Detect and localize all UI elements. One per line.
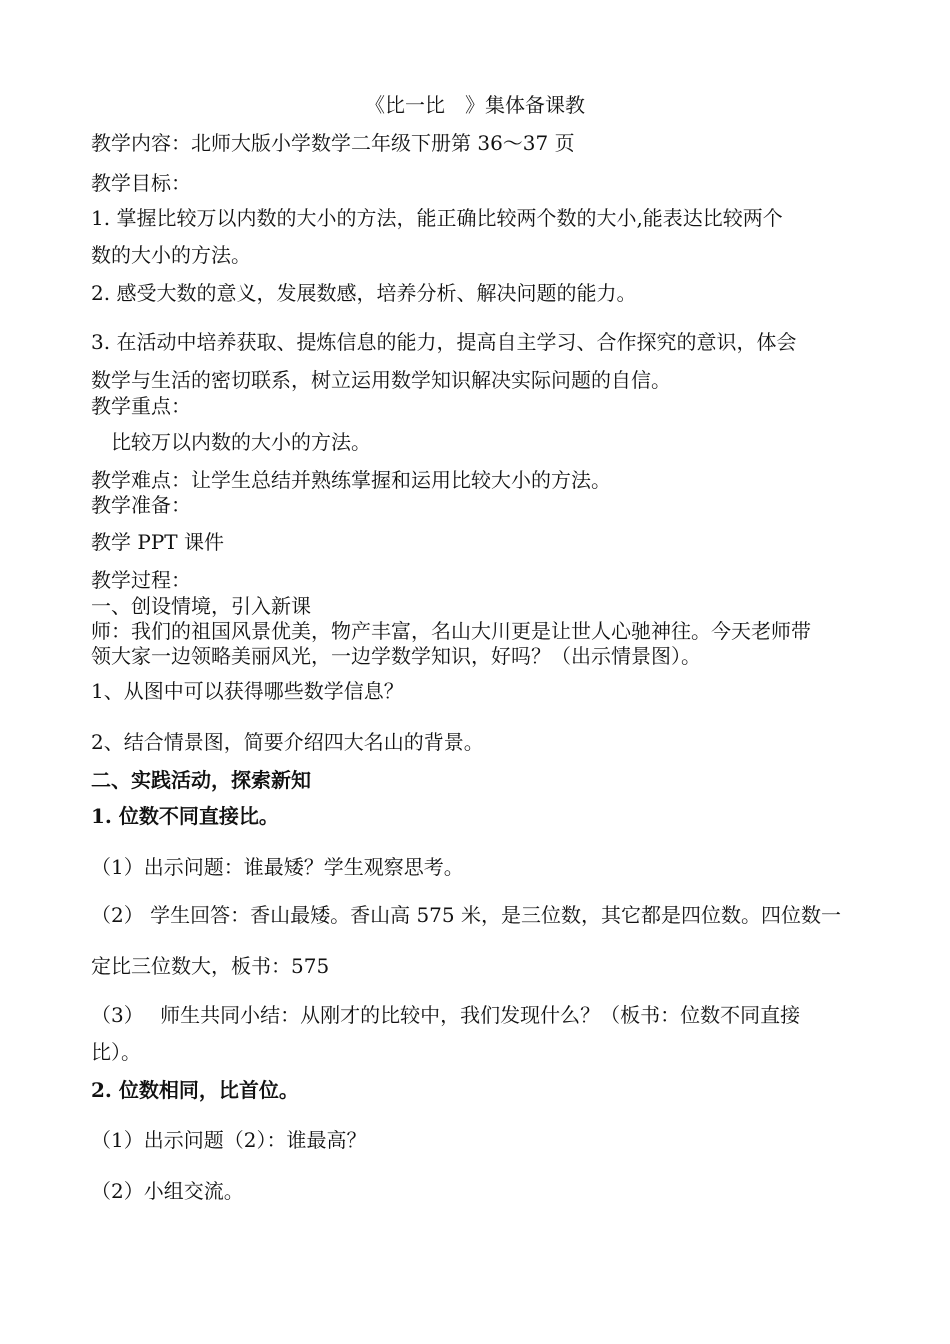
- teacher-line-2: 领大家一边领略美丽风光，一边学数学知识，好吗？（出示情景图）。: [91, 644, 701, 668]
- question-1: 1、从图中可以获得哪些数学信息？: [91, 679, 404, 703]
- key-text: 比较万以内数的大小的方法。: [91, 430, 371, 454]
- goal-2: 2. 感受大数的意义，发展数感，培养分析、解决问题的能力。: [91, 281, 637, 305]
- section-1-heading: 一、创设情境，引入新课: [91, 594, 311, 618]
- goal-1-line-1: 1. 掌握比较万以内数的大小的方法，能正确比较两个数的大小,能表达比较两个: [91, 206, 783, 230]
- difficulty-line: 教学难点：让学生总结并熟练掌握和运用比较大小的方法。: [91, 468, 611, 492]
- goal-3-line-1: 3. 在活动中培养获取、提炼信息的能力，提高自主学习、合作探究的意识，体会: [91, 330, 797, 354]
- section-2-heading: 二、实践活动，探索新知: [91, 768, 311, 792]
- subsection-1-heading: 1. 位数不同直接比。: [91, 804, 279, 828]
- step-2-1: （1）出示问题（2）：谁最高？: [91, 1128, 367, 1152]
- step-1-1: （1）出示问题：谁最矮？学生观察思考。: [91, 855, 464, 879]
- step-1-2-line-1: （2） 学生回答：香山最矮。香山高 575 米，是三位数，其它都是四位数。四位数一: [91, 903, 841, 927]
- process-heading: 教学过程：: [91, 568, 191, 592]
- step-2-2: （2）小组交流。: [91, 1179, 244, 1203]
- prep-text: 教学 PPT 课件: [91, 530, 224, 554]
- step-1-3-line-1: （3） 师生共同小结：从刚才的比较中，我们发现什么？（板书：位数不同直接: [91, 1003, 801, 1027]
- key-heading: 教学重点：: [91, 394, 191, 418]
- subsection-2-heading: 2. 位数相同，比首位。: [91, 1078, 299, 1102]
- teacher-line-1: 师：我们的祖国风景优美，物产丰富，名山大川更是让世人心驰神往。今天老师带: [91, 619, 811, 643]
- content-line: 教学内容：北师大版小学数学二年级下册第 36～37 页: [91, 131, 575, 155]
- goals-heading: 教学目标：: [91, 171, 191, 195]
- goal-3-line-2: 数学与生活的密切联系，树立运用数学知识解决实际问题的自信。: [91, 368, 671, 392]
- prep-heading: 教学准备：: [91, 493, 191, 517]
- step-1-2-line-2: 定比三位数大，板书：575: [91, 954, 330, 978]
- question-2: 2、结合情景图，简要介绍四大名山的背景。: [91, 730, 484, 754]
- step-1-3-line-2: 比）。: [91, 1040, 141, 1064]
- document-title: 《比一比 》集体备课教: [365, 93, 585, 117]
- goal-1-line-2: 数的大小的方法。: [91, 243, 251, 267]
